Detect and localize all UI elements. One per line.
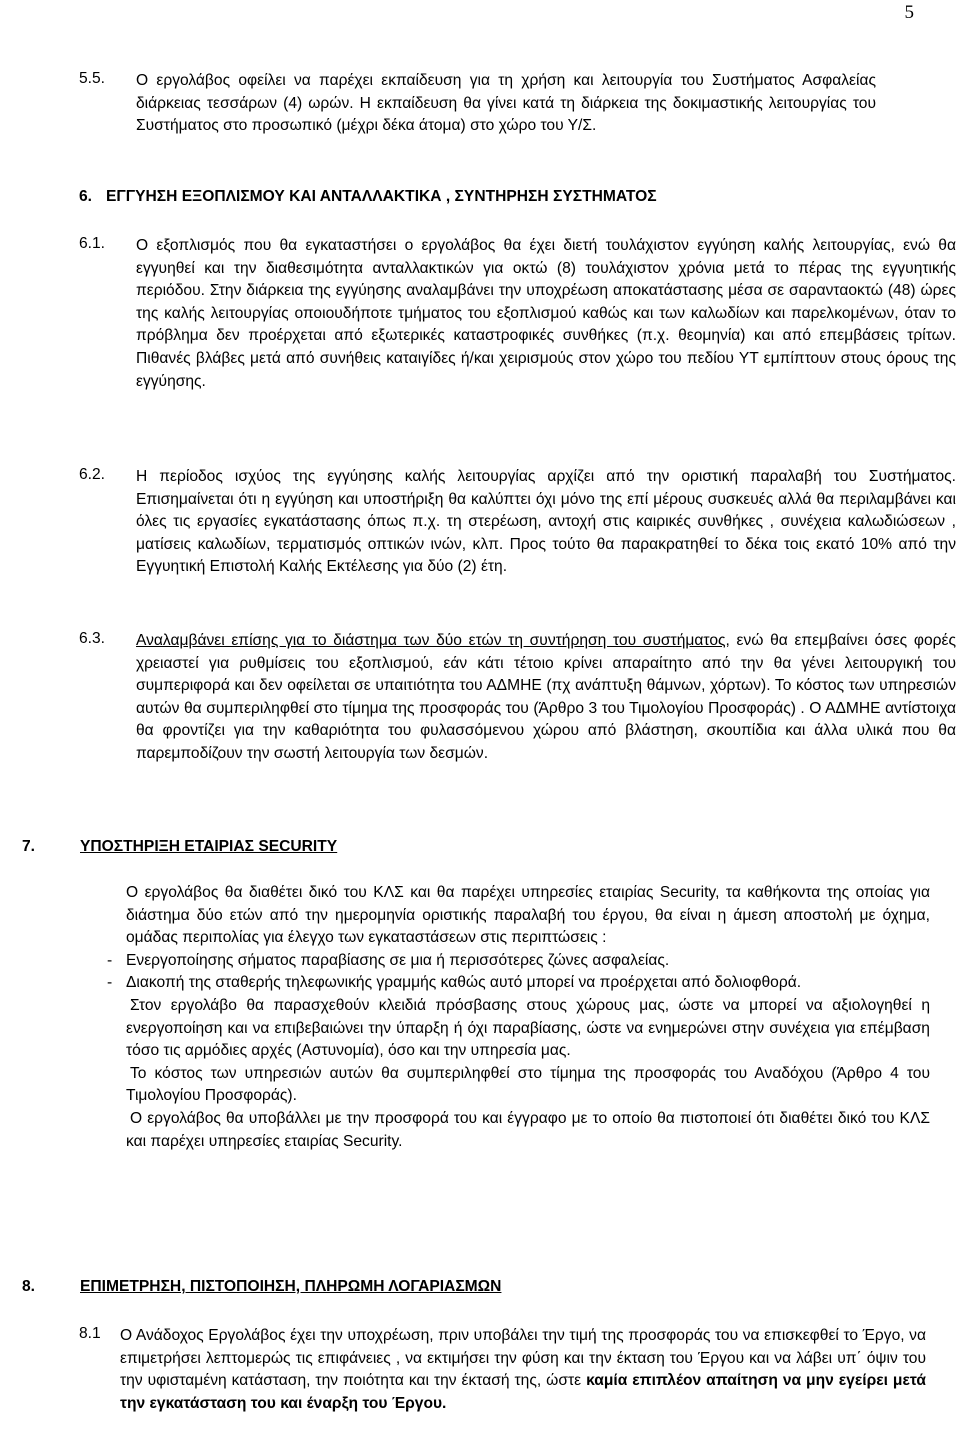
bullet-dash: - <box>107 974 113 992</box>
bullet-text: Διακοπή της σταθερής τηλεφωνικής γραμμής καθώς αυτό μπορεί να προέρχεται από δολιοφθορά. <box>126 974 802 992</box>
section-7-paragraph-certify: Ο εργολάβος θα υποβάλλει με την προσφορά του και έγγραφο με το οποίο θα πιστοποιεί ότι διαθέτει δικό του ΚΛΣ και παρέχει υπηρεσίες εταιρίας Security. <box>126 1109 930 1150</box>
section-6-2-number: 6.2. <box>79 466 106 483</box>
section-6-2-paragraph: Η περίοδος ισχύος της εγγύησης καλής λειτουργίας αρχίζει από την οριστική παραλαβή του Συστήματος. Επισημαίνεται ότι η εγγύηση και υποστήριξη θα καλύπτει όχι μόνο της επί μέρους συσκευές αλλά θα περιλαμβάνει και όλες τις εργασίες εγκατάστασης όπως π.χ. τη στερέωση, αντοχή στις καιρικές συνθήκες , συνέχεια καλωδιώσεων , ματίσεις καλωδίων, τερματισμός οπτικών ινών, κλπ. Προς τούτο θα παρακρατηθεί το δέκα τοις εκατό 10% από την Εγγυητική Επιστολή Καλής Εκτέλεσης για δύο (2) έτη. <box>136 468 956 576</box>
list-item <box>107 972 930 995</box>
section-8-1-paragraph <box>120 1325 926 1415</box>
heading-6-number: 6. <box>79 188 93 205</box>
heading-8-title: ΕΠΙΜΕΤΡΗΣΗ, ΠΙΣΤΟΠΟΙΗΣΗ, ΠΛΗΡΩΜΗ ΛΟΓΑΡΙΑΣΜΩΝ <box>80 1278 502 1295</box>
heading-6-title: ΕΓΓΥΗΣΗ ΕΞΟΠΛΙΣΜΟΥ ΚΑΙ ΑΝΤΑΛΛΑΚΤΙΚΑ , ΣΥΝΤΗΡΗΣΗ ΣΥΣΤΗΜΑΤΟΣ <box>106 188 657 205</box>
section-5-5-paragraph: Ο εργολάβος οφείλει να παρέχει εκπαίδευση για τη χρήση και λειτουργία του Συστήματος Ασφαλείας διάρκειας τεσσάρων (4) ωρών. Η εκπαίδευση θα γίνει κατά τη διάρκεια της δοκιμαστικής λειτουργίας του Συστήματος στο προσωπικό (μέχρι δέκα άτομα) στο χώρο του Υ/Σ. <box>136 72 876 135</box>
section-7-intro: Ο εργολάβος θα διαθέτει δικό του ΚΛΣ και θα παρέχει υπηρεσίες εταιρίας Security, τα καθήκοντα της οποίας για διάστημα δύο ετών από την ημερομηνία οριστικής παραλαβή του έργου, θα είναι η άμεση αποστολή με όχημα, ομάδας περιπολίας για έλεγχο των εγκαταστάσεων στις περιπτώσεις : <box>126 884 930 947</box>
section-6-1-paragraph: Ο εξοπλισμός που θα εγκαταστήσει ο εργολάβος θα έχει διετή τουλάχιστον εγγύηση καλής λειτουργίας, ενώ θα εγγυηθεί και την διαθεσιμότητα ανταλλακτικών για οκτώ (8) τουλάχιστον χρόνια μετά το πέρας της εγγυητικής περιόδου. Στην διάρκεια της εγγύησης αναλαμβάνει την υποχρέωση αποκατάστασης μέσα σε σαρανταοκτώ (48) ώρες της καλής λειτουργίας οποιουδήποτε τμήματος του εξοπλισμού καθώς και των καλωδίων και παρελκομένων, όταν το πρόβλημα δεν προέρχεται από εξωτερικές καταστροφικές συνθήκες (π.χ. θεομηνία) και από επεμβάσεις τρίτων. Πιθανές βλάβες μετά από συνήθεις καταιγίδες ή/και χειρισμούς στον χώρο του πεδίου ΥΤ εμπίπτουν στους όρους της εγγύησης. <box>136 237 956 390</box>
heading-8-number: 8. <box>22 1278 36 1295</box>
heading-7-number: 7. <box>22 838 36 855</box>
section-5-5-text <box>136 70 876 138</box>
bullet-text: Ενεργοποίησης σήματος παραβίασης σε μια ή περισσότερες ζώνες ασφαλείας. <box>126 951 670 969</box>
section-6-2-text <box>136 466 956 579</box>
section-6-1-number: 6.1. <box>79 235 106 252</box>
heading-7-title: ΥΠΟΣΤΗΡΙΞΗ ΕΤΑΙΡΙΑΣ SECURITY <box>80 838 338 855</box>
section-7-paragraph-cost: Το κόστος των υπηρεσιών αυτών θα συμπεριληφθεί στο τίμημα της προσφοράς του Αναδόχου (Άρθρο 4 του Τιμολογίου Προσφοράς). <box>126 1064 930 1105</box>
section-6-3-paragraph <box>136 630 956 766</box>
page-number: 5 <box>904 2 914 23</box>
section-6-3-text <box>136 630 956 766</box>
section-7-paragraph-keys: Στον εργολάβο θα παρασχεθούν κλειδιά πρόσβασης στους χώρους μας, ώστε να μπορεί να αξιολογηθεί η ενεργοποίηση και να επιβεβαιώνει την ύπαρξη ή όχι παραβίασης, ώστε να ενημερώνει στην συνέχεια για επέμβαση τόσο τις αρμόδιες αρχές (Αστυνομία), όσο και την υπηρεσία μας. <box>126 996 930 1060</box>
section-8-1-number: 8.1 <box>79 1325 101 1342</box>
section-6-3-underlined: Αναλαμβάνει επίσης για το διάστημα των δύο ετών τη συντήρηση του συστήματος <box>136 632 726 649</box>
section-6-1-text <box>136 235 956 393</box>
list-item <box>107 950 930 973</box>
bullet-dash: - <box>107 951 113 969</box>
section-8-1-body: Ο Ανάδοχος Εργολάβος έχει την υποχρέωση, πριν υποβάλει την τιμή της προσφοράς του να επισκεφθεί το Έργο, να επιμετρήσει λεπτομερώς τις επιφάνειες , να εκτιμήσει την φύση και την έκταση του Έργου και να λάβει υπ΄ όψιν του την υφισταμένη κατάσταση, την ποιότητα και την έκτασή της, ώστε <box>120 1327 926 1390</box>
section-6-3-number: 6.3. <box>79 630 106 647</box>
section-7-body <box>107 882 930 1153</box>
section-6-3-rest: , ενώ θα επεμβαίνει όσες φορές χρειαστεί για ρυθμίσεις του εξοπλισμού, εάν κάτι τέτοιο κρίνει απαραίτητο από την θα γένει λειτουργική του συμπεριφορά και δεν οφείλεται σε υπαιτιότητα του ΑΔΜΗΕ (πχ ανάπτυξη θάμνων, χόρτων). Το κόστος των υπηρεσιών αυτών θα συμπεριληφθεί στο τίμημα της προσφοράς του (Άρθρο 3 του Τιμολογίου Προσφοράς) . Ο ΑΔΜΗΕ αντίστοιχα θα φροντίζει για την καθαριότητα του φυλασσόμενου χώρου από βλάστηση, σκουπίδια και άλλα υλικά που θα παρεμποδίζουν την σωστή λειτουργία των δεσμών. <box>136 632 956 762</box>
section-5-5-number: 5.5. <box>79 70 106 87</box>
section-8-1-text <box>120 1325 926 1415</box>
section-8-1-bold: καμία επιπλέον απαίτηση να μην εγείρει μετά την εγκατάσταση του και έναρξη του Έργου. <box>120 1372 926 1412</box>
